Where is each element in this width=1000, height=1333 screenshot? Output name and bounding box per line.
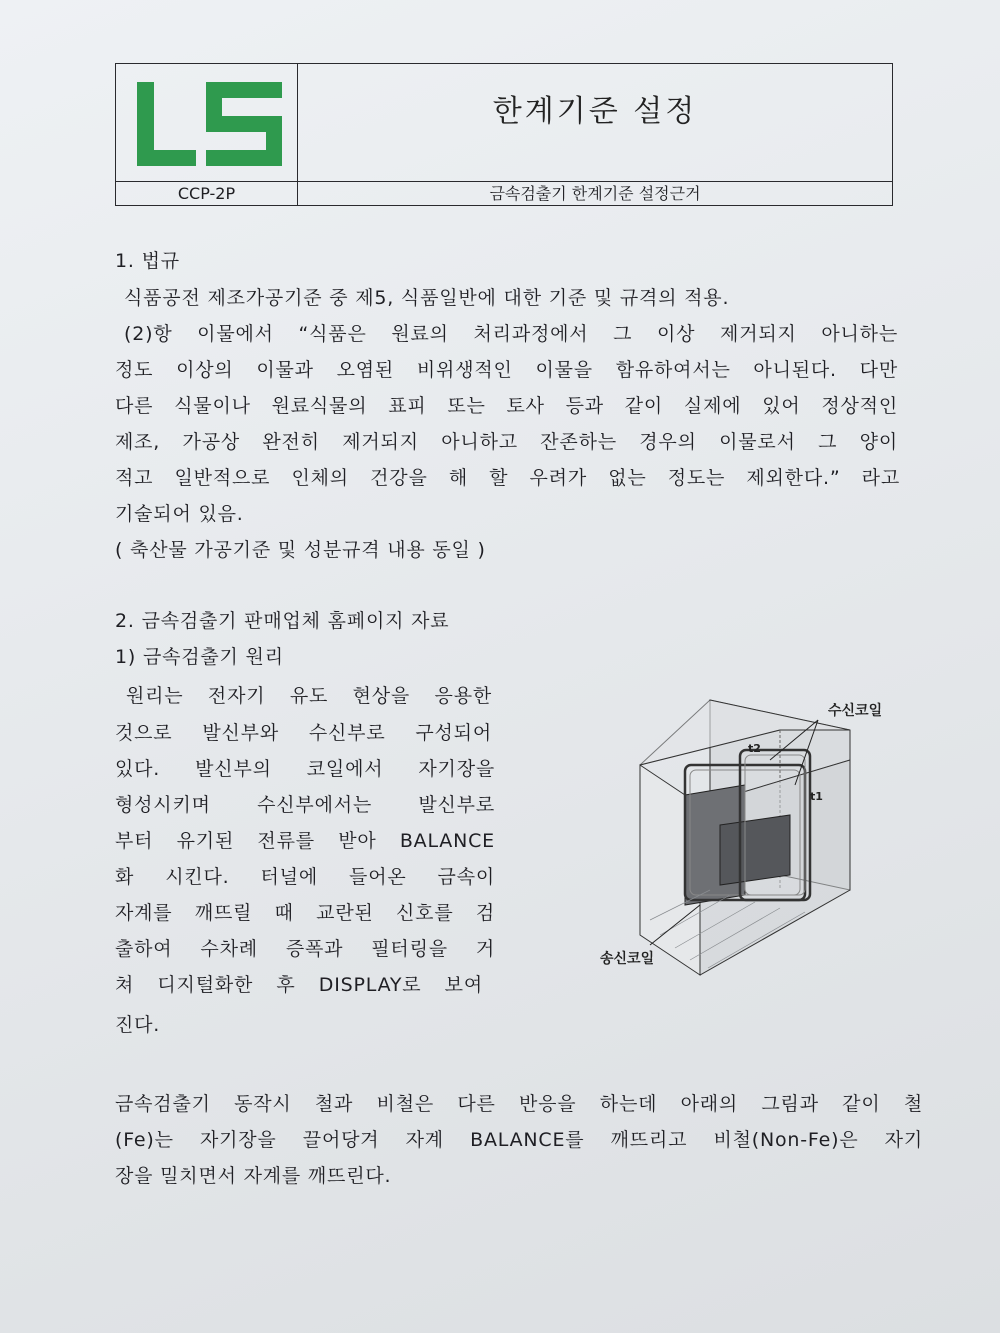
closing-line: 장을 밀치면서 자계를 깨뜨린다. <box>115 1165 392 1187</box>
page-title: 한계기준 설정 <box>492 94 698 129</box>
principle-line: 원리는 전자기 유도 현상을 응용한 <box>126 685 492 707</box>
title-cell <box>298 64 892 181</box>
principle-line: 화 시킨다. 터널에 들어온 금속이 <box>115 866 495 888</box>
section1-line: 정도 이상의 이물과 오염된 비위생적인 이물을 함유하여서는 아니된다. 다만 <box>115 359 898 381</box>
section1-line: 다른 식물이나 원료식물의 표피 또는 토사 등과 같이 실제에 있어 정상적인 <box>115 395 898 417</box>
principle-line: 부터 유기된 전류를 받아 BALANCE <box>115 830 495 852</box>
section2-subheading: 1) 금속검출기 원리 <box>115 646 284 668</box>
coil-diagram-svg <box>590 690 890 990</box>
principle-line: 것으로 발신부와 수신부로 구성되어 <box>115 722 492 744</box>
closing-line: (Fe)는 자기장을 끌어당겨 자계 BALANCE를 깨뜨리고 비철(Non-Fe)은 자기 <box>115 1129 923 1151</box>
send-coil-label: 송신코일 <box>600 951 655 967</box>
document-code: CCP-2P <box>116 182 298 206</box>
section1-heading: 1. 법규 <box>115 250 180 272</box>
ls-logo <box>134 78 284 168</box>
principle-line: 형성시키며 수신부에서는 발신부로 <box>115 794 495 816</box>
receive-coil-label: 수신코일 <box>828 703 883 719</box>
document-subtitle: 금속검출기 한계기준 설정근거 <box>489 184 701 203</box>
principle-line: 출하여 수차례 증폭과 필터링을 거 <box>115 938 495 960</box>
section1-line: 식품공전 제조가공기준 중 제5, 식품일반에 대한 기준 및 규격의 적용. <box>124 287 730 309</box>
document-header <box>115 63 893 206</box>
section1-line: 적고 일반적으로 인체의 건강을 해 할 우려가 없는 정도는 제외한다.” 라고 <box>115 467 900 489</box>
closing-line: 금속검출기 동작시 철과 비철은 다른 반응을 하는데 아래의 그림과 같이 철 <box>115 1093 923 1115</box>
principle-line: 있다. 발신부의 코일에서 자기장을 <box>115 758 495 780</box>
principle-line: 자계를 깨뜨릴 때 교란된 신호를 검 <box>115 902 495 924</box>
section2-heading: 2. 금속검출기 판매업체 홈페이지 자료 <box>115 610 450 632</box>
t2-label: t2 <box>748 742 761 755</box>
logo-cell <box>116 64 298 181</box>
section1-note: ( 축산물 가공기준 및 성분규격 내용 동일 ) <box>115 539 486 561</box>
metal-detector-diagram <box>590 690 890 994</box>
section1-line: 제조, 가공상 완전히 제거되지 아니하고 잔존하는 경우의 이물로서 그 양이 <box>115 431 898 453</box>
section1-line: 기술되어 있음. <box>115 503 244 525</box>
t1-label: t1 <box>810 790 823 803</box>
section1-line: (2)항 이물에서 “식품은 원료의 처리과정에서 그 이상 제거되지 아니하는 <box>124 323 898 345</box>
principle-line: 쳐 디지털화한 후 DISPLAY로 보여 <box>115 974 483 996</box>
principle-line: 진다. <box>115 1014 161 1036</box>
